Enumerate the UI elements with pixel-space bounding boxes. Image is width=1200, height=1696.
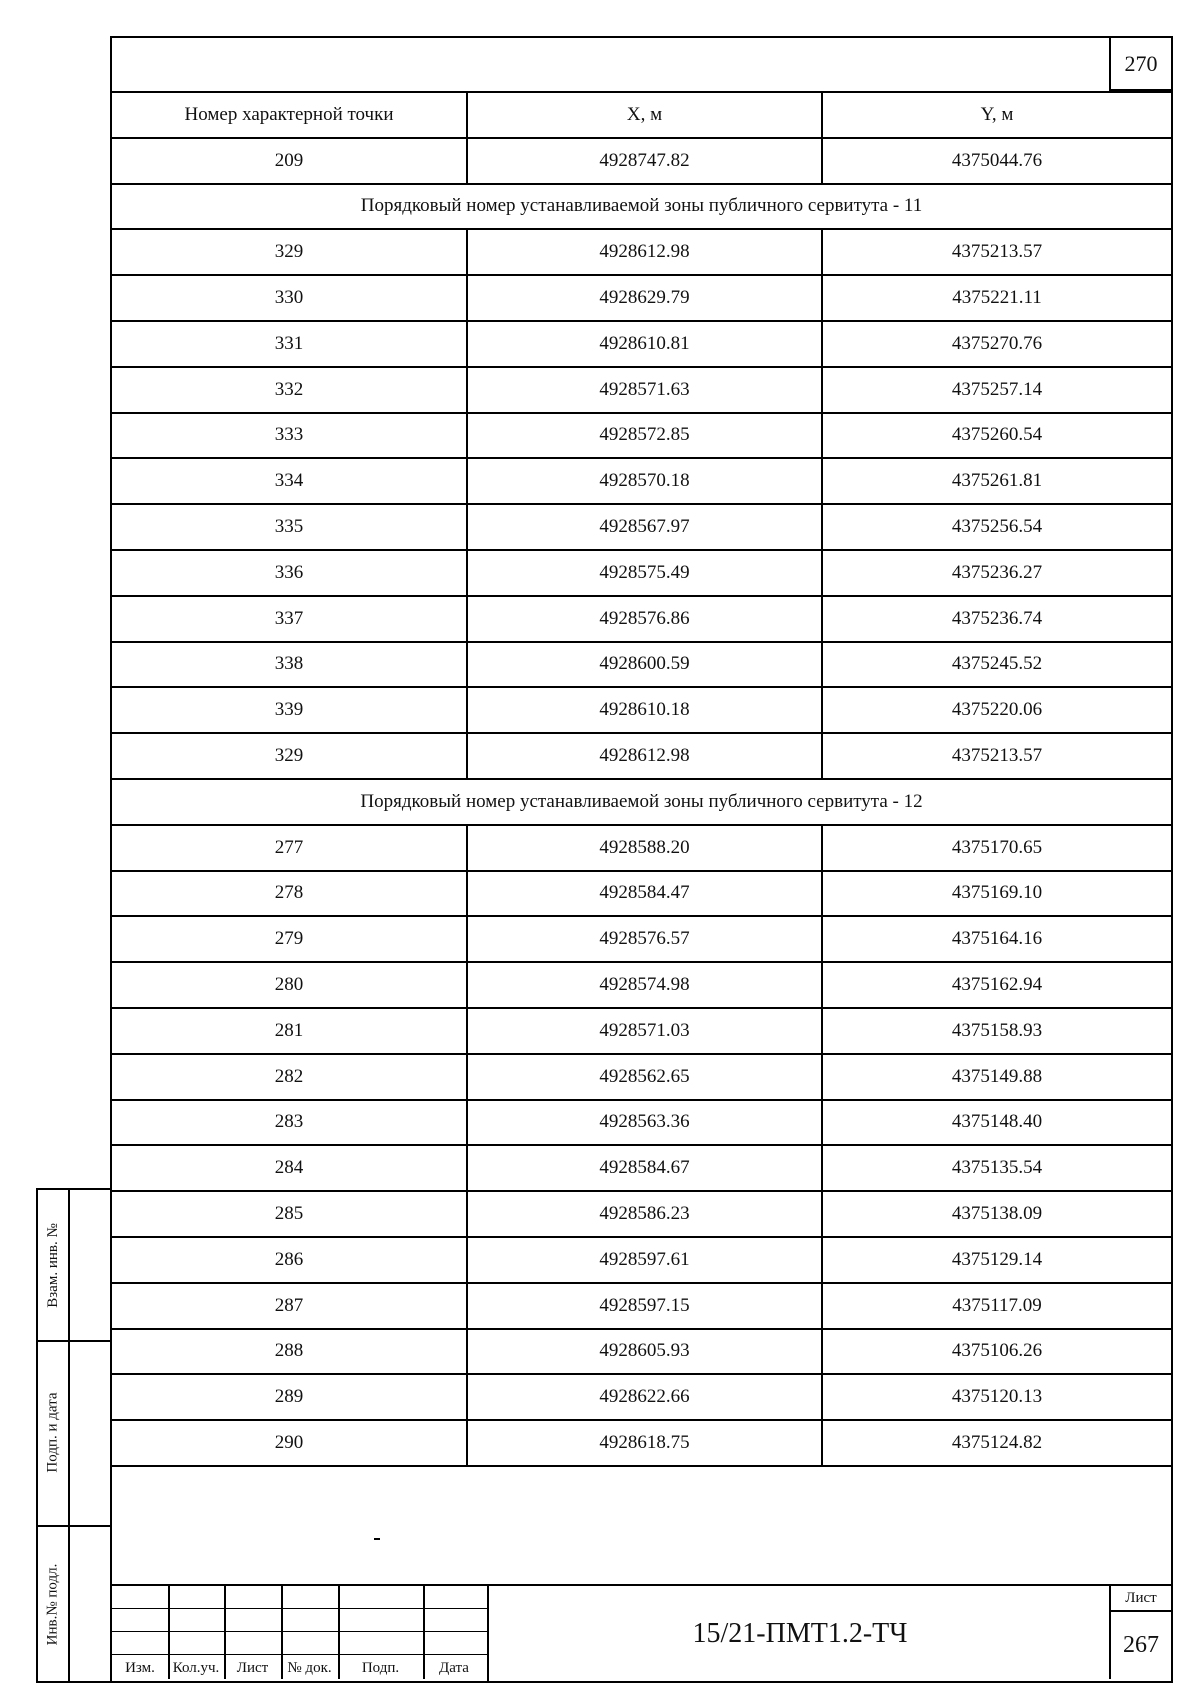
point-number-cell: 287 bbox=[112, 1283, 467, 1329]
label-date: Дата bbox=[439, 1660, 469, 1676]
x-coordinate-cell: 4928612.98 bbox=[467, 229, 822, 275]
y-coordinate-cell: 4375236.74 bbox=[822, 596, 1171, 642]
x-coordinate-cell: 4928574.98 bbox=[467, 962, 822, 1008]
point-number-cell: 285 bbox=[112, 1191, 467, 1237]
y-coordinate-cell: 4375245.52 bbox=[822, 642, 1171, 688]
point-number-cell: 288 bbox=[112, 1329, 467, 1375]
y-coordinate-cell: 4375138.09 bbox=[822, 1191, 1171, 1237]
point-number-cell: 280 bbox=[112, 962, 467, 1008]
header-x: X, м bbox=[467, 92, 822, 138]
y-coordinate-cell: 4375158.93 bbox=[822, 1008, 1171, 1054]
table-row bbox=[112, 1329, 1171, 1375]
section-title: Порядковый номер устанавливаемой зоны публичного сервитута - 12 bbox=[112, 779, 1171, 825]
point-number-cell: 289 bbox=[112, 1374, 467, 1420]
header-point-number: Номер характерной точки bbox=[112, 92, 467, 138]
sidebar-label-signature: Подп. и дата bbox=[44, 1392, 61, 1473]
page-number: 270 bbox=[1109, 36, 1173, 91]
table-row bbox=[112, 458, 1171, 504]
x-coordinate-cell: 4928610.81 bbox=[467, 321, 822, 367]
x-coordinate-cell: 4928629.79 bbox=[467, 275, 822, 321]
point-number-cell: 336 bbox=[112, 550, 467, 596]
point-number-cell: 209 bbox=[112, 138, 467, 184]
x-coordinate-cell: 4928572.85 bbox=[467, 413, 822, 459]
y-coordinate-cell: 4375261.81 bbox=[822, 458, 1171, 504]
y-coordinate-cell: 4375044.76 bbox=[822, 138, 1171, 184]
table-row bbox=[112, 550, 1171, 596]
table-row bbox=[112, 1145, 1171, 1191]
stray-dash-mark bbox=[374, 1538, 380, 1540]
section-title: Порядковый номер устанавливаемой зоны публичного сервитута - 11 bbox=[112, 184, 1171, 230]
label-list: Лист bbox=[236, 1660, 269, 1676]
y-coordinate-cell: 4375270.76 bbox=[822, 321, 1171, 367]
y-coordinate-cell: 4375257.14 bbox=[822, 367, 1171, 413]
y-coordinate-cell: 4375106.26 bbox=[822, 1329, 1171, 1375]
table-row bbox=[112, 1054, 1171, 1100]
label-signature: Подп. bbox=[361, 1660, 400, 1676]
title-block bbox=[112, 1584, 1171, 1681]
table-row bbox=[112, 1100, 1171, 1146]
point-number-cell: 338 bbox=[112, 642, 467, 688]
table-row bbox=[112, 596, 1171, 642]
x-coordinate-cell: 4928600.59 bbox=[467, 642, 822, 688]
x-coordinate-cell: 4928576.57 bbox=[467, 916, 822, 962]
x-coordinate-cell: 4928610.18 bbox=[467, 687, 822, 733]
sidebar-label-replacement: Взам. инв. № bbox=[44, 1222, 61, 1308]
y-coordinate-cell: 4375124.82 bbox=[822, 1420, 1171, 1466]
label-kol-uch: Кол.уч. bbox=[172, 1660, 220, 1676]
y-coordinate-cell: 4375213.57 bbox=[822, 229, 1171, 275]
coordinates-table bbox=[112, 91, 1171, 1467]
table-row bbox=[112, 138, 1171, 184]
point-number-cell: 339 bbox=[112, 687, 467, 733]
table-row bbox=[112, 1008, 1171, 1054]
table-row bbox=[112, 1283, 1171, 1329]
table-header-row bbox=[112, 92, 1171, 138]
section-header-row bbox=[112, 184, 1171, 230]
x-coordinate-cell: 4928571.03 bbox=[467, 1008, 822, 1054]
point-number-cell: 286 bbox=[112, 1237, 467, 1283]
header-y: Y, м bbox=[822, 92, 1171, 138]
y-coordinate-cell: 4375164.16 bbox=[822, 916, 1171, 962]
y-coordinate-cell: 4375129.14 bbox=[822, 1237, 1171, 1283]
point-number-cell: 279 bbox=[112, 916, 467, 962]
table-row bbox=[112, 413, 1171, 459]
y-coordinate-cell: 4375169.10 bbox=[822, 871, 1171, 917]
y-coordinate-cell: 4375220.06 bbox=[822, 687, 1171, 733]
table-row bbox=[112, 367, 1171, 413]
y-coordinate-cell: 4375117.09 bbox=[822, 1283, 1171, 1329]
label-doc-number: № док. bbox=[287, 1660, 332, 1676]
y-coordinate-cell: 4375135.54 bbox=[822, 1145, 1171, 1191]
x-coordinate-cell: 4928584.47 bbox=[467, 871, 822, 917]
x-coordinate-cell: 4928576.86 bbox=[467, 596, 822, 642]
sidebar-cell-signature bbox=[38, 1340, 110, 1527]
x-coordinate-cell: 4928575.49 bbox=[467, 550, 822, 596]
sheet-number: 267 bbox=[1123, 1632, 1159, 1658]
point-number-cell: 329 bbox=[112, 733, 467, 779]
point-number-cell: 331 bbox=[112, 321, 467, 367]
table-row bbox=[112, 1191, 1171, 1237]
x-coordinate-cell: 4928597.61 bbox=[467, 1237, 822, 1283]
label-izm: Изм. bbox=[125, 1660, 155, 1676]
table-row bbox=[112, 229, 1171, 275]
x-coordinate-cell: 4928584.67 bbox=[467, 1145, 822, 1191]
x-coordinate-cell: 4928562.65 bbox=[467, 1054, 822, 1100]
title-block-grid bbox=[112, 1586, 487, 1679]
point-number-cell: 282 bbox=[112, 1054, 467, 1100]
table-row bbox=[112, 962, 1171, 1008]
sheet-box bbox=[1109, 1586, 1171, 1679]
table-row bbox=[112, 1374, 1171, 1420]
table-row bbox=[112, 825, 1171, 871]
y-coordinate-cell: 4375213.57 bbox=[822, 733, 1171, 779]
x-coordinate-cell: 4928622.66 bbox=[467, 1374, 822, 1420]
table-row bbox=[112, 733, 1171, 779]
x-coordinate-cell: 4928612.98 bbox=[467, 733, 822, 779]
x-coordinate-cell: 4928586.23 bbox=[467, 1191, 822, 1237]
x-coordinate-cell: 4928588.20 bbox=[467, 825, 822, 871]
point-number-cell: 329 bbox=[112, 229, 467, 275]
y-coordinate-cell: 4375148.40 bbox=[822, 1100, 1171, 1146]
document-frame bbox=[110, 36, 1173, 1683]
y-coordinate-cell: 4375260.54 bbox=[822, 413, 1171, 459]
x-coordinate-cell: 4928570.18 bbox=[467, 458, 822, 504]
section-header-row bbox=[112, 779, 1171, 825]
point-number-cell: 278 bbox=[112, 871, 467, 917]
sidebar-cell-inventory bbox=[38, 1525, 110, 1683]
sheet-label: Лист bbox=[1111, 1586, 1171, 1612]
x-coordinate-cell: 4928563.36 bbox=[467, 1100, 822, 1146]
table-row bbox=[112, 504, 1171, 550]
table-row bbox=[112, 687, 1171, 733]
point-number-cell: 284 bbox=[112, 1145, 467, 1191]
table-row bbox=[112, 871, 1171, 917]
point-number-cell: 337 bbox=[112, 596, 467, 642]
table-row bbox=[112, 916, 1171, 962]
table-row bbox=[112, 1420, 1171, 1466]
table-row bbox=[112, 321, 1171, 367]
table-row bbox=[112, 275, 1171, 321]
y-coordinate-cell: 4375221.11 bbox=[822, 275, 1171, 321]
y-coordinate-cell: 4375149.88 bbox=[822, 1054, 1171, 1100]
point-number-cell: 334 bbox=[112, 458, 467, 504]
y-coordinate-cell: 4375162.94 bbox=[822, 962, 1171, 1008]
y-coordinate-cell: 4375120.13 bbox=[822, 1374, 1171, 1420]
x-coordinate-cell: 4928747.82 bbox=[467, 138, 822, 184]
y-coordinate-cell: 4375170.65 bbox=[822, 825, 1171, 871]
point-number-cell: 281 bbox=[112, 1008, 467, 1054]
x-coordinate-cell: 4928571.63 bbox=[467, 367, 822, 413]
y-coordinate-cell: 4375256.54 bbox=[822, 504, 1171, 550]
document-code: 15/21-ПМТ1.2-ТЧ bbox=[487, 1586, 1111, 1681]
x-coordinate-cell: 4928618.75 bbox=[467, 1420, 822, 1466]
point-number-cell: 283 bbox=[112, 1100, 467, 1146]
point-number-cell: 290 bbox=[112, 1420, 467, 1466]
table-row bbox=[112, 642, 1171, 688]
x-coordinate-cell: 4928605.93 bbox=[467, 1329, 822, 1375]
point-number-cell: 277 bbox=[112, 825, 467, 871]
point-number-cell: 330 bbox=[112, 275, 467, 321]
sidebar-label-inventory: Инв.№ подл. bbox=[44, 1563, 61, 1645]
point-number-cell: 335 bbox=[112, 504, 467, 550]
x-coordinate-cell: 4928597.15 bbox=[467, 1283, 822, 1329]
sidebar-cell-replacement bbox=[38, 1190, 110, 1342]
y-coordinate-cell: 4375236.27 bbox=[822, 550, 1171, 596]
table-row bbox=[112, 1237, 1171, 1283]
point-number-cell: 332 bbox=[112, 367, 467, 413]
x-coordinate-cell: 4928567.97 bbox=[467, 504, 822, 550]
point-number-cell: 333 bbox=[112, 413, 467, 459]
left-margin-stamp bbox=[36, 1188, 110, 1683]
